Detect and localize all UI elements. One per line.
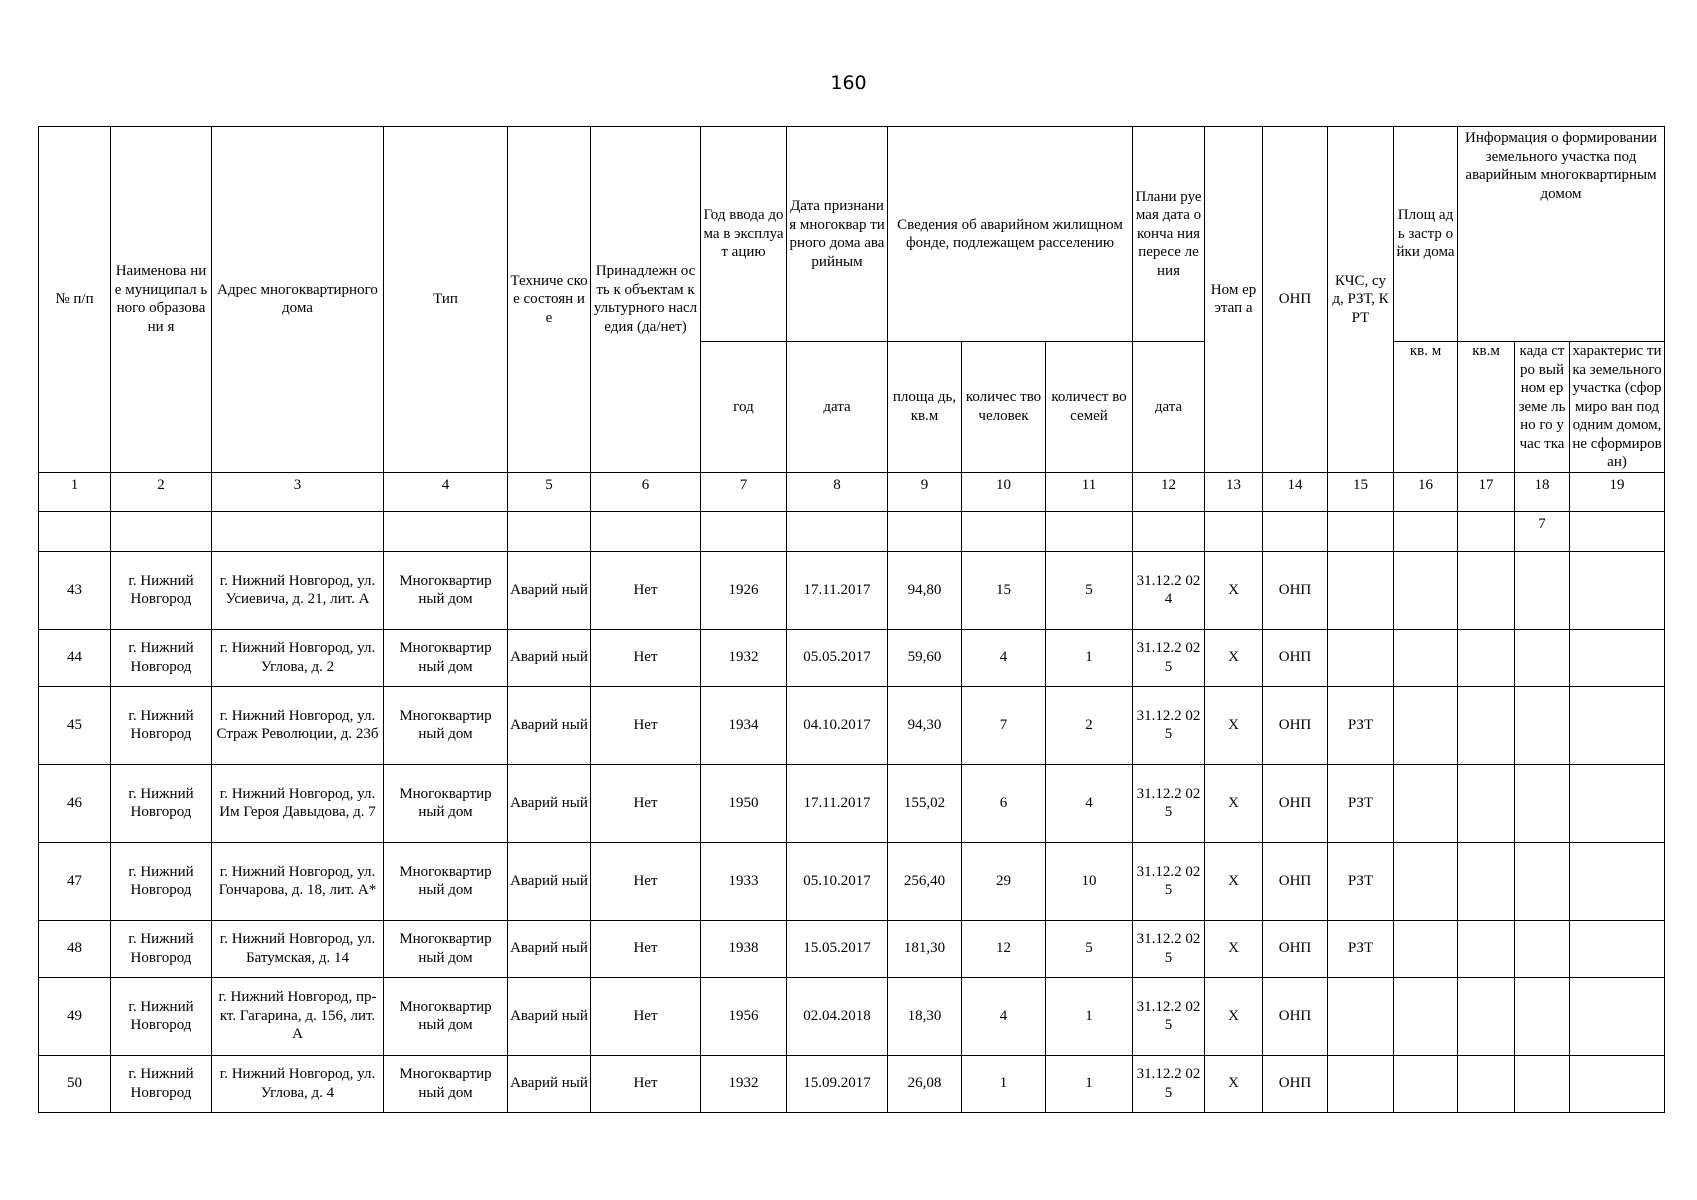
blank-cell [1046, 511, 1133, 551]
building-area-cell [1394, 977, 1458, 1055]
plot-characteristic-cell [1570, 977, 1665, 1055]
people-cell: 1 [962, 1055, 1046, 1112]
blank-cell [1328, 511, 1394, 551]
families-cell: 2 [1046, 686, 1133, 764]
kchs-cell: РЗТ [1328, 842, 1394, 920]
column-number: 11 [1046, 472, 1133, 511]
resettle-date-cell: 31.12.2 025 [1133, 1055, 1205, 1112]
condition-cell: Аварий ный [508, 920, 591, 977]
kchs-cell: РЗТ [1328, 686, 1394, 764]
row-number: 43 [39, 551, 111, 629]
header-heritage: Принадлежн ость к объектам культурного наследия (да/нет) [591, 127, 701, 473]
families-cell: 5 [1046, 920, 1133, 977]
families-cell: 10 [1046, 842, 1133, 920]
header-plot-characteristic: характерис тика земельного участка (сформиро ван под одним домом, не сформиров ан) [1570, 342, 1665, 473]
recognition-date-cell: 02.04.2018 [787, 977, 888, 1055]
building-area-cell [1394, 842, 1458, 920]
area-cell: 256,40 [888, 842, 962, 920]
onp-cell: ОНП [1263, 686, 1328, 764]
plot-area-cell [1458, 920, 1515, 977]
column-number: 12 [1133, 472, 1205, 511]
column-number: 2 [111, 472, 212, 511]
people-cell: 12 [962, 920, 1046, 977]
address-cell: г. Нижний Новгород, ул. Углова, д. 2 [212, 629, 384, 686]
area-cell: 26,08 [888, 1055, 962, 1112]
heritage-cell: Нет [591, 629, 701, 686]
header-building-area-unit: кв. м [1394, 342, 1458, 473]
heritage-cell: Нет [591, 842, 701, 920]
municipality-cell: г. Нижний Новгород [111, 629, 212, 686]
resettle-date-cell: 31.12.2 025 [1133, 977, 1205, 1055]
cadastral-cell [1515, 764, 1570, 842]
recognition-date-cell: 05.10.2017 [787, 842, 888, 920]
blank-cell [888, 511, 962, 551]
blank-row-col18-value: 7 [1515, 511, 1570, 551]
header-year-sub: год [701, 342, 787, 473]
condition-cell: Аварий ный [508, 842, 591, 920]
kchs-cell [1328, 1055, 1394, 1112]
table-row [39, 629, 1665, 686]
plot-characteristic-cell [1570, 629, 1665, 686]
header-municipality: Наименова ние муниципал ьного образовани я [111, 127, 212, 473]
header-condition: Техниче ское состоян ие [508, 127, 591, 473]
heritage-cell: Нет [591, 1055, 701, 1112]
heritage-cell: Нет [591, 764, 701, 842]
year-cell: 1932 [701, 1055, 787, 1112]
blank-cell [1394, 511, 1458, 551]
address-cell: г. Нижний Новгород, ул. Страж Революции, д. 23б [212, 686, 384, 764]
recognition-date-cell: 15.09.2017 [787, 1055, 888, 1112]
recognition-date-cell: 04.10.2017 [787, 686, 888, 764]
address-cell: г. Нижний Новгород, ул. Гончарова, д. 18, лит. А* [212, 842, 384, 920]
people-cell: 29 [962, 842, 1046, 920]
year-cell: 1933 [701, 842, 787, 920]
table-header [39, 127, 1665, 512]
stage-cell: Х [1205, 629, 1263, 686]
blank-cell [384, 511, 508, 551]
people-cell: 7 [962, 686, 1046, 764]
families-cell: 1 [1046, 629, 1133, 686]
header-kchs: КЧС, суд, РЗТ, КРТ [1328, 127, 1394, 473]
families-cell: 1 [1046, 1055, 1133, 1112]
header-cadastral-number: када стро вый ном ер земе льно го учас тка [1515, 342, 1570, 473]
municipality-cell: г. Нижний Новгород [111, 551, 212, 629]
column-number: 1 [39, 472, 111, 511]
building-area-cell [1394, 629, 1458, 686]
type-cell: Многоквартир ный дом [384, 1055, 508, 1112]
row-number: 49 [39, 977, 111, 1055]
blank-cell [1205, 511, 1263, 551]
table-row [39, 842, 1665, 920]
plot-characteristic-cell [1570, 686, 1665, 764]
heritage-cell: Нет [591, 977, 701, 1055]
header-emergency-fund-group: Сведения об аварийном жилищном фонде, подлежащем расселению [888, 127, 1133, 342]
header-stage: Ном ер этап а [1205, 127, 1263, 473]
onp-cell: ОНП [1263, 551, 1328, 629]
onp-cell: ОНП [1263, 842, 1328, 920]
column-number: 14 [1263, 472, 1328, 511]
type-cell: Многоквартир ный дом [384, 764, 508, 842]
condition-cell: Аварий ный [508, 764, 591, 842]
municipality-cell: г. Нижний Новгород [111, 1055, 212, 1112]
column-number: 4 [384, 472, 508, 511]
blank-cell [1570, 511, 1665, 551]
stage-cell: Х [1205, 1055, 1263, 1112]
header-address: Адрес многоквартирного дома [212, 127, 384, 473]
building-area-cell [1394, 1055, 1458, 1112]
cadastral-cell [1515, 551, 1570, 629]
families-cell: 5 [1046, 551, 1133, 629]
table-body [39, 511, 1665, 1112]
header-row-number: № п/п [39, 127, 111, 473]
plot-area-cell [1458, 842, 1515, 920]
row-number: 48 [39, 920, 111, 977]
emergency-housing-table [38, 126, 1665, 1113]
stage-cell: Х [1205, 842, 1263, 920]
cadastral-cell [1515, 686, 1570, 764]
onp-cell: ОНП [1263, 977, 1328, 1055]
plot-characteristic-cell [1570, 1055, 1665, 1112]
column-number: 10 [962, 472, 1046, 511]
people-cell: 6 [962, 764, 1046, 842]
recognition-date-cell: 15.05.2017 [787, 920, 888, 977]
recognition-date-cell: 17.11.2017 [787, 764, 888, 842]
municipality-cell: г. Нижний Новгород [111, 920, 212, 977]
type-cell: Многоквартир ный дом [384, 551, 508, 629]
header-building-area: Площ адь застр ойки дома [1394, 127, 1458, 342]
blank-cell [1263, 511, 1328, 551]
page-number: 160 [830, 72, 867, 94]
blank-cell [787, 511, 888, 551]
row-number: 50 [39, 1055, 111, 1112]
row-number: 45 [39, 686, 111, 764]
stage-cell: Х [1205, 686, 1263, 764]
recognition-date-cell: 05.05.2017 [787, 629, 888, 686]
area-cell: 155,02 [888, 764, 962, 842]
heritage-cell: Нет [591, 686, 701, 764]
plot-characteristic-cell [1570, 842, 1665, 920]
condition-cell: Аварий ный [508, 686, 591, 764]
kchs-cell: РЗТ [1328, 920, 1394, 977]
building-area-cell [1394, 551, 1458, 629]
blank-row [39, 511, 1665, 551]
header-type: Тип [384, 127, 508, 473]
cadastral-cell [1515, 920, 1570, 977]
stage-cell: Х [1205, 551, 1263, 629]
resettle-date-cell: 31.12.2 025 [1133, 842, 1205, 920]
row-number: 44 [39, 629, 111, 686]
onp-cell: ОНП [1263, 764, 1328, 842]
header-land-plot-group: Информация о формировании земельного участка под аварийным многоквартирным домом [1458, 127, 1665, 342]
kchs-cell [1328, 977, 1394, 1055]
resettle-date-cell: 31.12.2 025 [1133, 920, 1205, 977]
plot-characteristic-cell [1570, 551, 1665, 629]
column-number: 17 [1458, 472, 1515, 511]
plot-characteristic-cell [1570, 920, 1665, 977]
header-onp: ОНП [1263, 127, 1328, 473]
cadastral-cell [1515, 842, 1570, 920]
header-resettlement-date: Плани руемая дата оконча ния пересе ления [1133, 127, 1205, 342]
stage-cell: Х [1205, 920, 1263, 977]
stage-cell: Х [1205, 977, 1263, 1055]
plot-area-cell [1458, 686, 1515, 764]
year-cell: 1938 [701, 920, 787, 977]
blank-cell [39, 511, 111, 551]
column-number: 18 [1515, 472, 1570, 511]
address-cell: г. Нижний Новгород, ул. Углова, д. 4 [212, 1055, 384, 1112]
type-cell: Многоквартир ный дом [384, 842, 508, 920]
address-cell: г. Нижний Новгород, ул. Усиевича, д. 21, лит. А [212, 551, 384, 629]
area-cell: 59,60 [888, 629, 962, 686]
resettle-date-cell: 31.12.2 025 [1133, 629, 1205, 686]
column-number: 8 [787, 472, 888, 511]
table-row [39, 1055, 1665, 1112]
onp-cell: ОНП [1263, 920, 1328, 977]
column-number: 5 [508, 472, 591, 511]
people-cell: 15 [962, 551, 1046, 629]
year-cell: 1950 [701, 764, 787, 842]
blank-cell [701, 511, 787, 551]
header-people-sub: количес тво человек [962, 342, 1046, 473]
kchs-cell: РЗТ [1328, 764, 1394, 842]
building-area-cell [1394, 764, 1458, 842]
onp-cell: ОНП [1263, 629, 1328, 686]
header-plot-area-unit: кв.м [1458, 342, 1515, 473]
header-area-sub: площа дь, кв.м [888, 342, 962, 473]
heritage-cell: Нет [591, 920, 701, 977]
column-number: 9 [888, 472, 962, 511]
header-date-sub: дата [787, 342, 888, 473]
municipality-cell: г. Нижний Новгород [111, 686, 212, 764]
area-cell: 18,30 [888, 977, 962, 1055]
condition-cell: Аварий ный [508, 977, 591, 1055]
table-row [39, 920, 1665, 977]
address-cell: г. Нижний Новгород, пр-кт. Гагарина, д. 156, лит. А [212, 977, 384, 1055]
blank-cell [1133, 511, 1205, 551]
plot-area-cell [1458, 764, 1515, 842]
recognition-date-cell: 17.11.2017 [787, 551, 888, 629]
people-cell: 4 [962, 629, 1046, 686]
plot-area-cell [1458, 551, 1515, 629]
year-cell: 1956 [701, 977, 787, 1055]
cadastral-cell [1515, 977, 1570, 1055]
year-cell: 1934 [701, 686, 787, 764]
area-cell: 94,80 [888, 551, 962, 629]
column-number: 7 [701, 472, 787, 511]
type-cell: Многоквартир ный дом [384, 920, 508, 977]
area-cell: 181,30 [888, 920, 962, 977]
cadastral-cell [1515, 629, 1570, 686]
row-number: 47 [39, 842, 111, 920]
cadastral-cell [1515, 1055, 1570, 1112]
year-cell: 1932 [701, 629, 787, 686]
header-year: Год ввода дома в эксплуат ацию [701, 127, 787, 342]
plot-area-cell [1458, 1055, 1515, 1112]
stage-cell: Х [1205, 764, 1263, 842]
address-cell: г. Нижний Новгород, ул. Им Героя Давыдова, д. 7 [212, 764, 384, 842]
heritage-cell: Нет [591, 551, 701, 629]
building-area-cell [1394, 920, 1458, 977]
blank-cell [212, 511, 384, 551]
plot-area-cell [1458, 629, 1515, 686]
blank-cell [508, 511, 591, 551]
column-numbers-row [39, 472, 1665, 511]
onp-cell: ОНП [1263, 1055, 1328, 1112]
kchs-cell [1328, 551, 1394, 629]
resettle-date-cell: 31.12.2 025 [1133, 686, 1205, 764]
table-row [39, 977, 1665, 1055]
table-row [39, 686, 1665, 764]
table-row [39, 764, 1665, 842]
column-number: 16 [1394, 472, 1458, 511]
municipality-cell: г. Нижний Новгород [111, 977, 212, 1055]
resettle-date-cell: 31.12.2 024 [1133, 551, 1205, 629]
address-cell: г. Нижний Новгород, ул. Батумская, д. 14 [212, 920, 384, 977]
people-cell: 4 [962, 977, 1046, 1055]
resettle-date-cell: 31.12.2 025 [1133, 764, 1205, 842]
building-area-cell [1394, 686, 1458, 764]
condition-cell: Аварий ный [508, 1055, 591, 1112]
column-number: 19 [1570, 472, 1665, 511]
area-cell: 94,30 [888, 686, 962, 764]
blank-cell [1458, 511, 1515, 551]
column-number: 15 [1328, 472, 1394, 511]
header-recognition-date: Дата признания многоквар тирного дома аварийным [787, 127, 888, 342]
plot-area-cell [1458, 977, 1515, 1055]
municipality-cell: г. Нижний Новгород [111, 764, 212, 842]
row-number: 46 [39, 764, 111, 842]
municipality-cell: г. Нижний Новгород [111, 842, 212, 920]
blank-cell [962, 511, 1046, 551]
header-families-sub: количест во семей [1046, 342, 1133, 473]
column-number: 6 [591, 472, 701, 511]
year-cell: 1926 [701, 551, 787, 629]
header-resettle-date-sub: дата [1133, 342, 1205, 473]
column-number: 3 [212, 472, 384, 511]
blank-cell [111, 511, 212, 551]
column-number: 13 [1205, 472, 1263, 511]
families-cell: 4 [1046, 764, 1133, 842]
kchs-cell [1328, 629, 1394, 686]
table-row [39, 551, 1665, 629]
type-cell: Многоквартир ный дом [384, 977, 508, 1055]
blank-cell [591, 511, 701, 551]
type-cell: Многоквартир ный дом [384, 629, 508, 686]
condition-cell: Аварий ный [508, 629, 591, 686]
condition-cell: Аварий ный [508, 551, 591, 629]
type-cell: Многоквартир ный дом [384, 686, 508, 764]
families-cell: 1 [1046, 977, 1133, 1055]
plot-characteristic-cell [1570, 764, 1665, 842]
